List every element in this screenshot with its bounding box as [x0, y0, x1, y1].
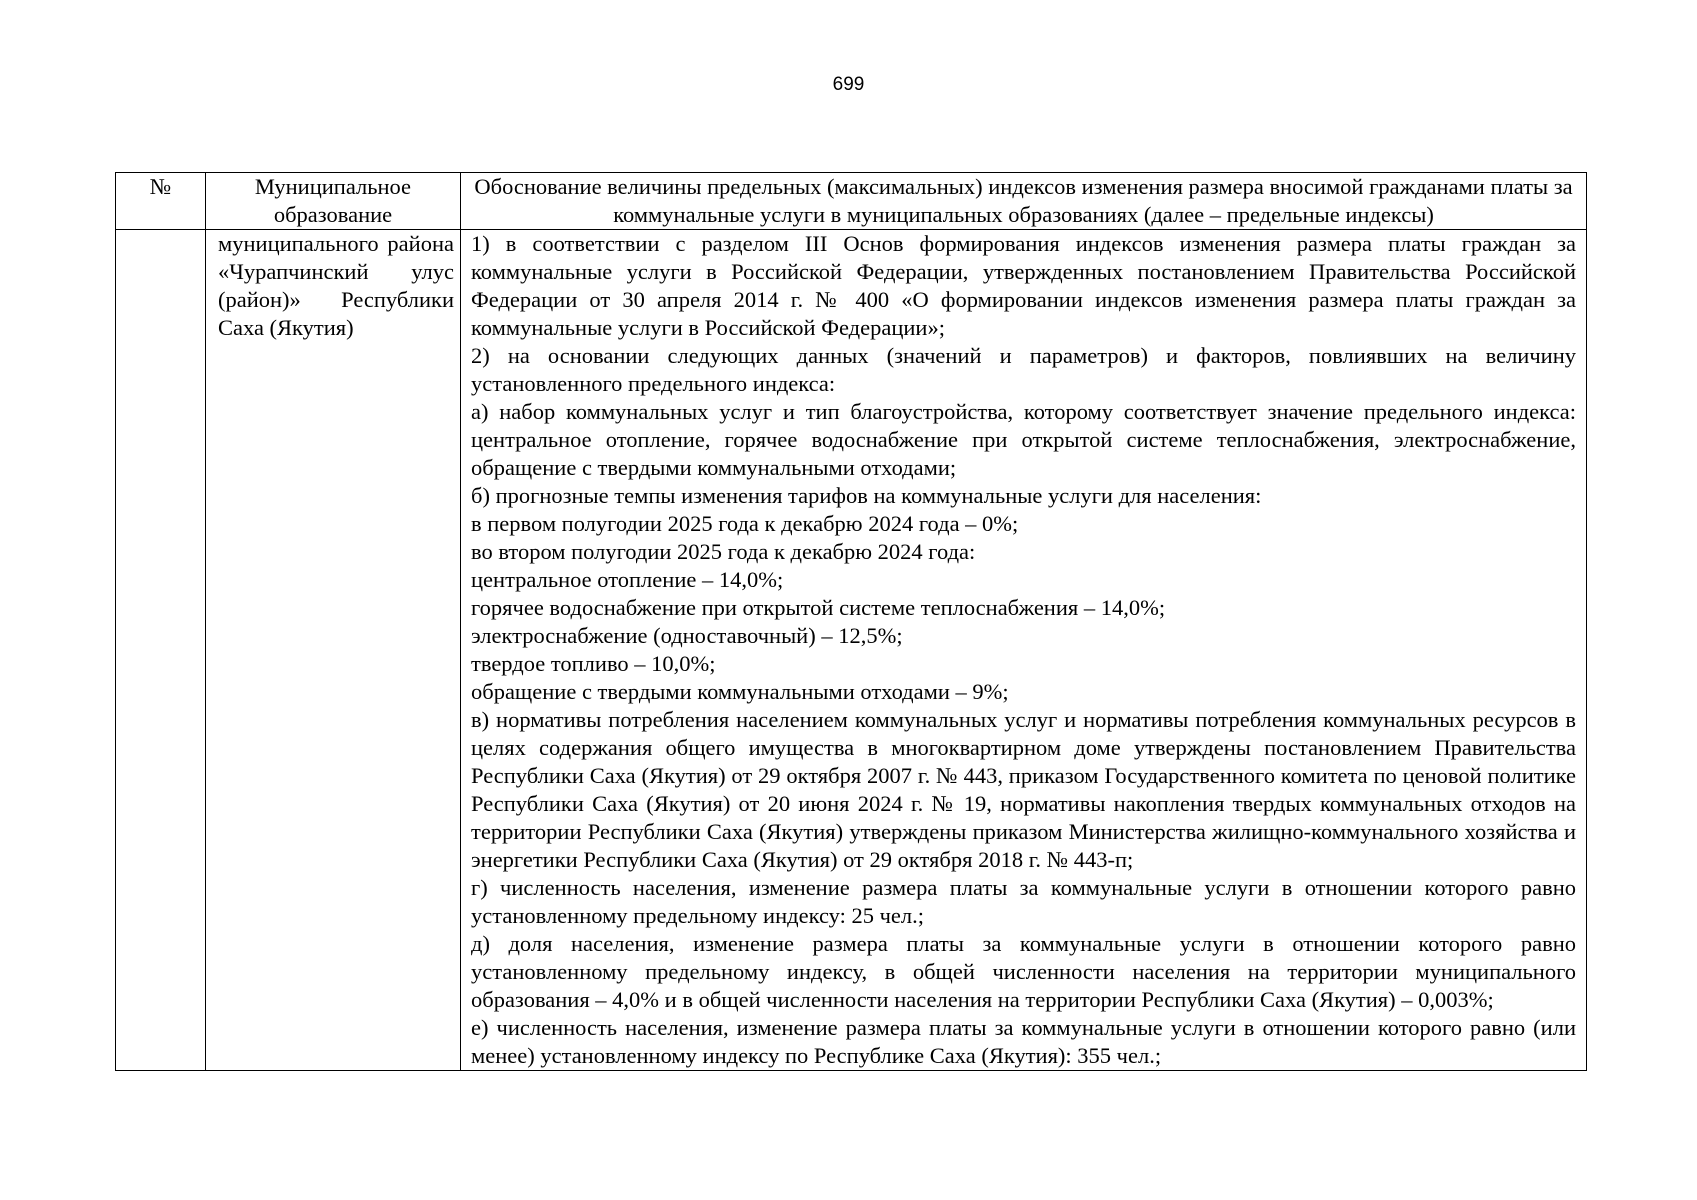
paragraph: 2) на основании следующих данных (значений и параметров) и факторов, повлиявших на величину установленного предельного индекса:: [471, 343, 1576, 396]
row-number: [116, 230, 206, 1071]
paragraph: во втором полугодии 2025 года к декабрю 2024 года:: [471, 539, 976, 564]
header-number: №: [116, 173, 206, 230]
paragraph: в) нормативы потребления населением коммунальных услуг и нормативы потребления коммунальных ресурсов в целях содержания общего имущества в многоквартирном доме утверждены постановлением Правительства Республики Саха (Якутия) от 29 октября 2007 г. № 443, приказом Государственного комитета по ценовой политике Республики Саха (Якутия) от 20 июня 2024 г. № 19, нормативы накопления твердых коммунальных отходов на территории Республики Саха (Якутия) утверждены приказом Министерства жилищно-коммунального хозяйства и энергетики Республики Саха (Якутия) от 29 октября 2018 г. № 443-п;: [471, 707, 1576, 872]
table-row: [116, 230, 1587, 1071]
paragraph: горячее водоснабжение при открытой системе теплоснабжения – 14,0%;: [471, 595, 1166, 620]
page-number: 699: [832, 74, 865, 95]
paragraph: твердое топливо – 10,0%;: [471, 651, 716, 676]
table-header-row: [116, 173, 1587, 230]
paragraph: г) численность населения, изменение размера платы за коммунальные услуги в отношении которого равно установленному предельному индексу: 25 чел.;: [471, 875, 1576, 928]
paragraph: б) прогнозные темпы изменения тарифов на коммунальные услуги для населения:: [471, 483, 1262, 508]
municipality-cell: муниципального района «Чурапчинский улус (район)» Республики Саха (Якутия): [206, 230, 461, 1071]
paragraph: обращение с твердыми коммунальными отходами – 9%;: [471, 679, 1009, 704]
paragraph: е) численность населения, изменение размера платы за коммунальные услуги в отношении которого равно (или менее) установленному индексу по Республике Саха (Якутия): 355 чел.;: [471, 1015, 1576, 1068]
paragraph: д) доля населения, изменение размера платы за коммунальные услуги в отношении которого равно установленному предельному индексу, в общей численности населения на территории муниципального образования – 4,0% и в общей численности населения на территории Республики Саха (Якутия) – 0,003%;: [471, 931, 1576, 1012]
paragraph: 1) в соответствии с разделом III Основ формирования индексов изменения размера платы граждан за коммунальные услуги в Российской Федерации, утвержденных постановлением Правительства Российской Федерации от 30 апреля 2014 г. № 400 «О формировании индексов изменения размера платы граждан за коммунальные услуги в Российской Федерации»;: [471, 231, 1576, 340]
justification-cell: [461, 230, 1587, 1071]
justification-table: [115, 172, 1587, 1071]
paragraph: в первом полугодии 2025 года к декабрю 2024 года – 0%;: [471, 511, 1019, 536]
paragraph: а) набор коммунальных услуг и тип благоустройства, которому соответствует значение предельного индекса: центральное отопление, горячее водоснабжение при открытой системе теплоснабжения, электроснабжение, обращение с твердыми коммунальными отходами;: [471, 399, 1576, 480]
header-municipality: Муниципальное образование: [206, 173, 461, 230]
header-justification: Обоснование величины предельных (максимальных) индексов изменения размера вносимой гражданами платы за коммунальные услуги в муниципальных образованиях (далее – предельные индексы): [461, 173, 1587, 230]
paragraph: электроснабжение (одноставочный) – 12,5%;: [471, 623, 903, 648]
paragraph: центральное отопление – 14,0%;: [471, 567, 784, 592]
